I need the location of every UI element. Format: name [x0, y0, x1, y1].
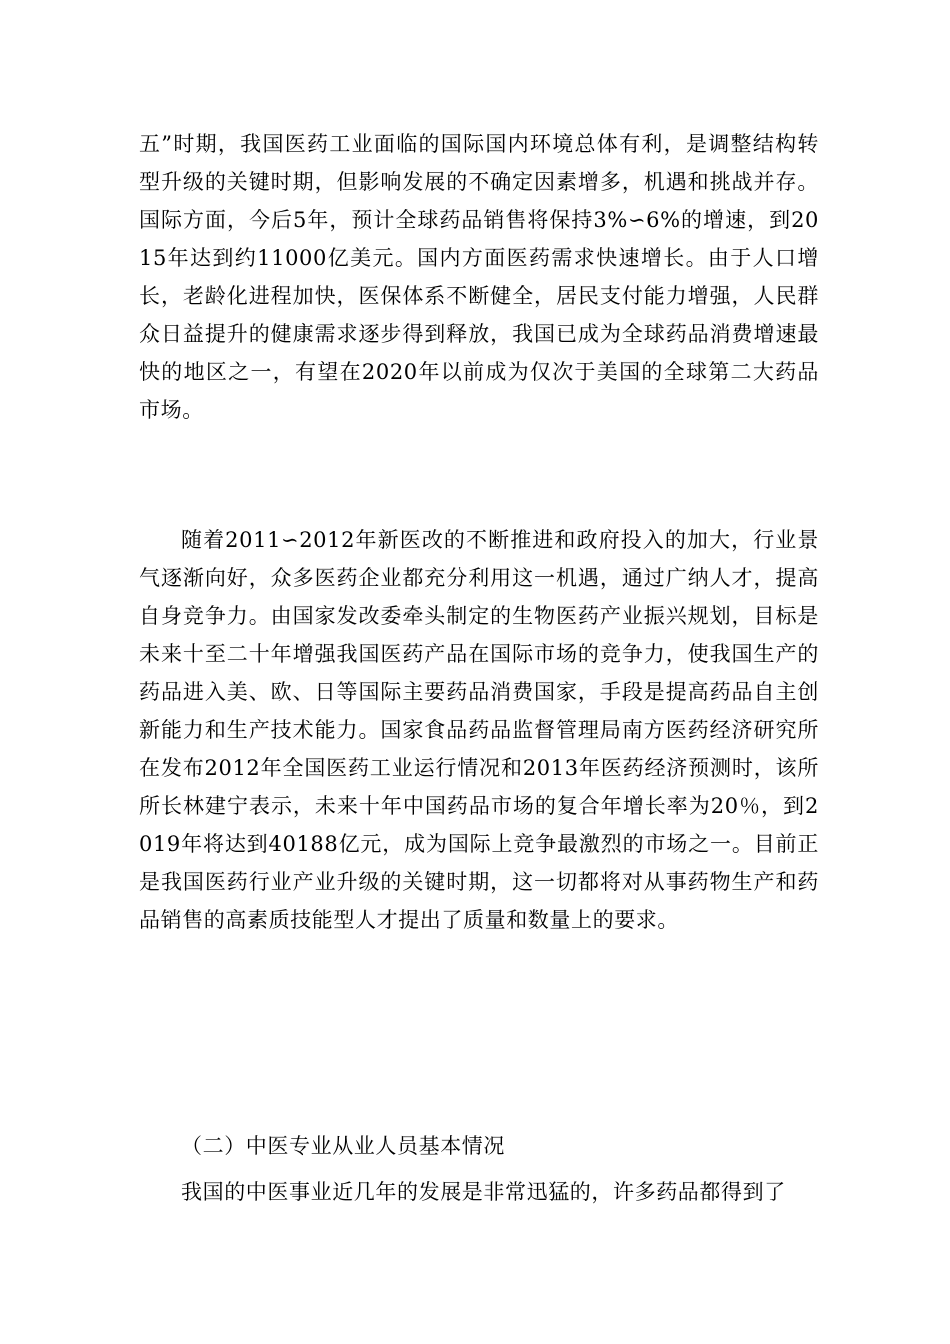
section-heading: （二）中医专业从业人员基本情况 [181, 1134, 505, 1158]
paragraph-tcm-development: 我国的中医事业近几年的发展是非常迅猛的，许多药品都得到了 [181, 1180, 786, 1204]
paragraph-industry-development: 随着2011∽2012年新医改的不断推进和政府投入的加大，行业景气逐渐向好，众多医药企业都充分利用这一机遇，通过广纳人才，提高自身竞争力。由国家发改委牵头制定的生物医药产业振兴规划，目标是未来十至二十年增强我国医药产品在国际市场的竞争力，使我国生产的药品进入美、欧、日等国际主要药品消费国家，手段是提高药品自主创新能力和生产技术能力。国家食品药品监督管理局南方医药经济研究所在发布2012年全国医药工业运行情况和2013年医药经济预测时，该所所长林建宁表示，未来十年中国药品市场的复合年增长率为20％，到2019年将达到40188亿元，成为国际上竞争最激烈的市场之一。目前正是我国医药行业产业升级的关键时期，这一切都将对从事药物生产和药品销售的高素质技能型人才提出了质量和数量上的要求。 [139, 528, 819, 932]
paragraph-market-environment: 五”时期，我国医药工业面临的国际国内环境总体有利，是调整结构转型升级的关键时期，但影响发展的不确定因素增多，机遇和挑战并存。国际方面，今后5年，预计全球药品销售将保持3%∽6%的增速，到2015年达到约11000亿美元。国内方面医药需求快速增长。由于人口增长，老龄化进程加快，医保体系不断健全，居民支付能力增强，人民群众日益提升的健康需求逐步得到释放，我国已成为全球药品消费增速最快的地区之一，有望在2020年以前成为仅次于美国的全球第二大药品市场。 [139, 132, 819, 422]
